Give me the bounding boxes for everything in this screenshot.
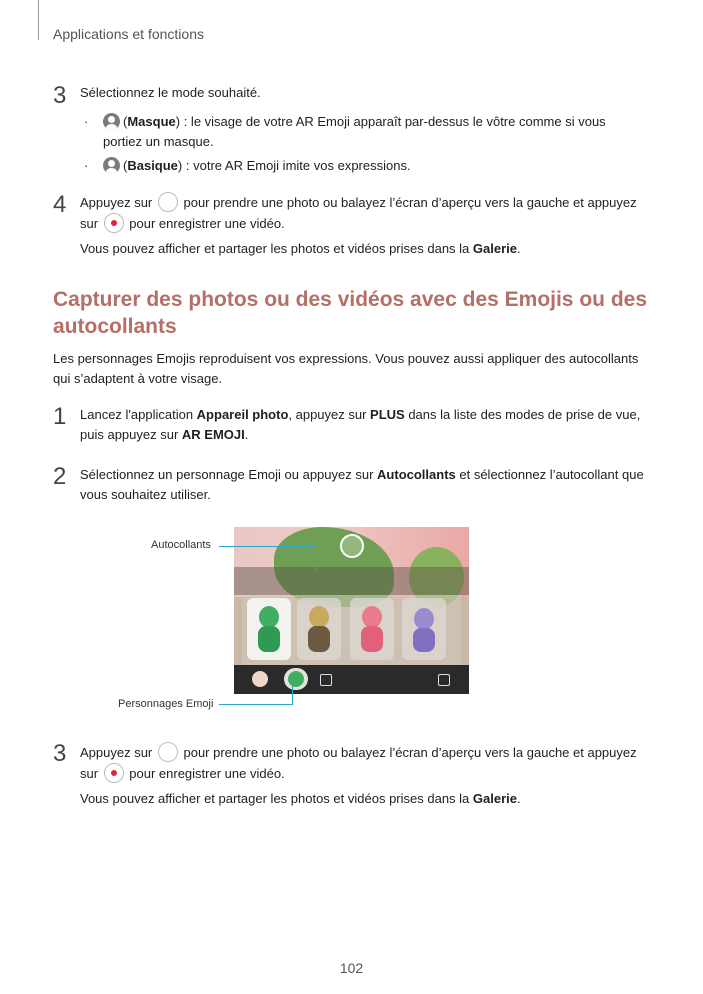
section-title: Capturer des photos ou des vidéos avec des Emojis ou des autocollants: [53, 288, 647, 338]
step-number: 2: [53, 463, 67, 490]
callout-label-emoji-characters: Personnages Emoji: [118, 698, 214, 710]
pink-body: [361, 626, 383, 652]
gallery-note: Vous pouvez afficher et partager les photos et vidéos prises dans la Galerie.: [80, 791, 521, 806]
callout-label-stickers: Autocollants: [151, 539, 211, 551]
record-icon: [104, 213, 124, 233]
step-text: Sélectionnez le mode souhaité.: [80, 85, 261, 100]
bullet-dot: ·: [84, 114, 89, 129]
mask-mode-icon: [103, 113, 120, 130]
camera-preview-screenshot: [234, 527, 469, 694]
page-number: 102: [339, 960, 364, 976]
callout-line: [315, 546, 316, 572]
dino-emoji: [259, 606, 279, 628]
record-icon: [104, 763, 124, 783]
shopping-bag-icon[interactable]: [438, 674, 450, 686]
mode-bar: [234, 665, 469, 694]
step-text: Appuyez sur pour prendre une photo ou balayez l’écran d’aperçu vers la gauche et appuyez sur pour enregistrer une vidéo.: [80, 192, 650, 234]
step-text: Sélectionnez un personnage Emoji ou appuyez sur Autocollants et sélectionnez l’autocollant que vous souhaitez utiliser.: [80, 467, 644, 502]
basic-mode-icon: [103, 157, 120, 174]
shutter-icon: [158, 192, 178, 212]
bird-body: [413, 628, 435, 652]
dino-body: [258, 626, 280, 652]
my-emoji-avatar[interactable]: [252, 671, 268, 687]
emoji-card-pink[interactable]: [350, 598, 394, 660]
emoji-card-dino[interactable]: [247, 598, 291, 660]
capture-button[interactable]: [340, 534, 364, 558]
page-header: Applications et fonctions: [53, 26, 204, 42]
step-number: 3: [53, 740, 67, 767]
preview-tab-bar: [234, 567, 469, 595]
emoji-card-bird[interactable]: [402, 598, 446, 660]
gallery-note: Vous pouvez afficher et partager les photos et vidéos prises dans la Galerie.: [80, 241, 521, 256]
section-intro: Les personnages Emojis reproduisent vos expressions. Vous pouvez aussi appliquer des autocollants qui s’adaptent à votre visage.: [53, 351, 639, 386]
shutter-icon: [158, 742, 178, 762]
emoji-card-sloth[interactable]: [297, 598, 341, 660]
callout-line: [292, 686, 293, 705]
pink-emoji: [362, 606, 382, 628]
header-divider: [38, 0, 39, 40]
sloth-emoji: [309, 606, 329, 628]
sloth-body: [308, 626, 330, 652]
step-number: 3: [53, 82, 67, 109]
step-number: 1: [53, 403, 67, 430]
bullet-masque: (Masque) : le visage de votre AR Emoji apparaît par-dessus le vôtre comme si vous portiez un masque.: [103, 114, 606, 149]
sticker-icon[interactable]: [320, 674, 332, 686]
callout-line: [219, 704, 293, 705]
bullet-dot: ·: [84, 158, 89, 173]
step-text: Appuyez sur pour prendre une photo ou balayez l’écran d’aperçu vers la gauche et appuyez sur pour enregistrer une vidéo.: [80, 742, 650, 784]
step-number: 4: [53, 191, 67, 218]
bullet-basique: (Basique) : votre AR Emoji imite vos expressions.: [103, 156, 643, 176]
step-text: Lancez l'application Appareil photo, appuyez sur PLUS dans la liste des modes de prise de vue, puis appuyez sur AR EMOJI.: [80, 407, 641, 442]
bird-emoji: [414, 608, 434, 630]
emoji-character-button[interactable]: [288, 671, 304, 687]
callout-line: [219, 546, 316, 547]
